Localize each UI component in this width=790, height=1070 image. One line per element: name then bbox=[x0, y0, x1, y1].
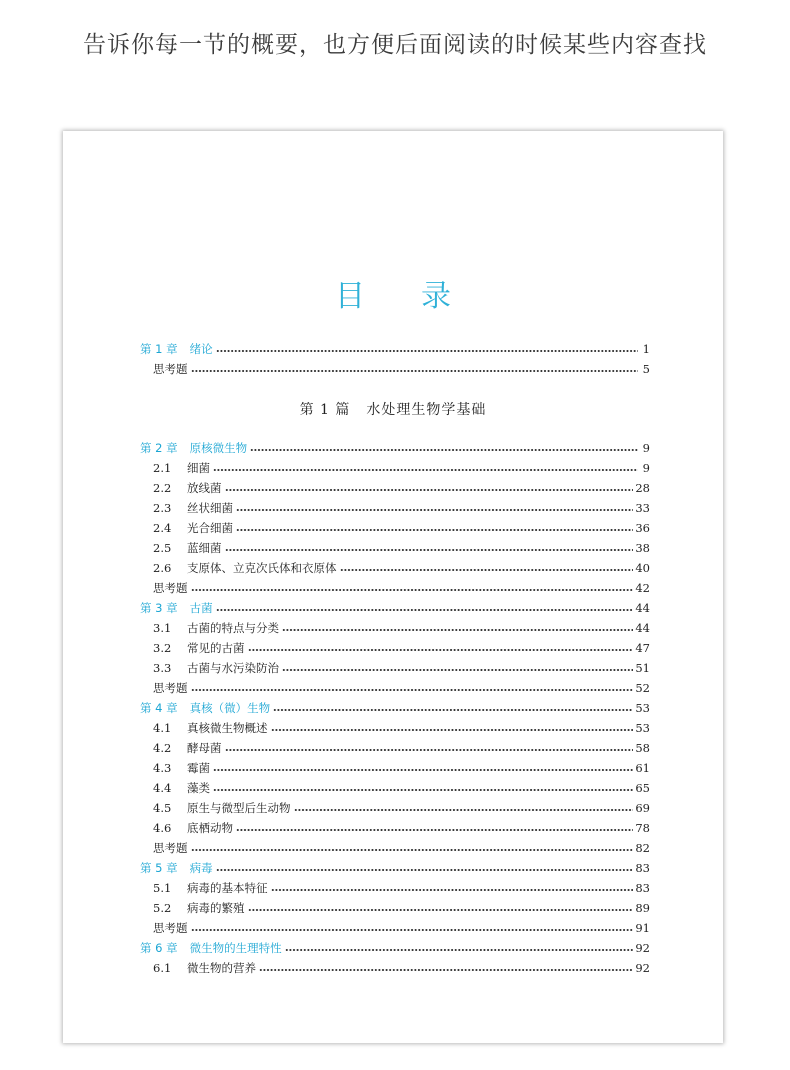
toc-chapter-row[interactable] bbox=[140, 598, 650, 618]
toc-page-number: 38 bbox=[635, 541, 650, 555]
toc-entry-label bbox=[140, 938, 282, 958]
toc-entry-number: 2.3 bbox=[153, 501, 172, 515]
toc-page-number: 53 bbox=[635, 701, 650, 715]
toc-leader-dots bbox=[216, 598, 634, 618]
part-heading-title: 水处理生物学基础 bbox=[366, 402, 487, 418]
toc-section-row[interactable] bbox=[153, 518, 650, 538]
toc-page-number: 40 bbox=[635, 561, 650, 575]
toc-section-row[interactable] bbox=[153, 558, 650, 578]
toc-entry-label bbox=[153, 359, 188, 379]
toc-title-left: 目 bbox=[335, 279, 365, 314]
toc-entry-label bbox=[153, 678, 188, 698]
toc-chapter-row[interactable] bbox=[140, 698, 650, 718]
toc-page-number: 28 bbox=[635, 481, 650, 495]
toc-leader-dots bbox=[340, 558, 634, 578]
toc-entry-title: 支原体、立克次氏体和衣原体 bbox=[187, 561, 337, 575]
toc-entry-label bbox=[153, 918, 188, 938]
toc-entry-title: 病毒的繁殖 bbox=[187, 901, 245, 915]
toc-entry-number: 2.5 bbox=[153, 541, 172, 555]
toc-section-row[interactable] bbox=[153, 738, 650, 758]
toc-leader-dots bbox=[225, 538, 634, 558]
toc-leader-dots bbox=[282, 658, 633, 678]
toc-section-row[interactable] bbox=[153, 538, 650, 558]
toc-page-number: 51 bbox=[635, 661, 650, 675]
toc-entry-title: 原核微生物 bbox=[189, 441, 248, 455]
toc-entry-title: 真核（微）生物 bbox=[189, 701, 271, 715]
toc-leader-dots bbox=[213, 458, 638, 478]
toc-entry-title: 丝状细菌 bbox=[187, 501, 233, 515]
toc-leader-dots bbox=[191, 918, 634, 938]
toc-entry-number: 5.2 bbox=[153, 901, 172, 915]
toc-entry-label bbox=[153, 958, 256, 978]
toc-questions-row[interactable] bbox=[153, 359, 650, 379]
toc-page-number: 5 bbox=[642, 362, 650, 376]
toc-leader-dots bbox=[236, 518, 633, 538]
toc-entry-title: 微生物的营养 bbox=[187, 961, 256, 975]
toc-leader-dots bbox=[259, 958, 633, 978]
toc-entry-title: 常见的古菌 bbox=[187, 641, 245, 655]
toc-entry-title: 霉菌 bbox=[187, 761, 210, 775]
toc-entry-number: 第 4 章 bbox=[140, 701, 178, 715]
toc-page-number: 91 bbox=[635, 921, 650, 935]
toc-section-row[interactable] bbox=[153, 478, 650, 498]
toc-entry-label bbox=[153, 658, 279, 678]
toc-entry-title: 思考题 bbox=[153, 841, 188, 855]
toc-entry-label bbox=[140, 858, 213, 878]
toc-leader-dots bbox=[250, 438, 638, 458]
toc-entry-title: 病毒 bbox=[189, 861, 213, 875]
toc-page-number: 53 bbox=[635, 721, 650, 735]
toc-entry-number: 第 5 章 bbox=[140, 861, 178, 875]
toc-chapter-row[interactable] bbox=[140, 858, 650, 878]
toc-entry-number: 6.1 bbox=[153, 961, 172, 975]
toc-questions-row[interactable] bbox=[153, 838, 650, 858]
toc-leader-dots bbox=[216, 339, 638, 359]
toc-leader-dots bbox=[236, 818, 633, 838]
toc-entry-number: 第 6 章 bbox=[140, 941, 178, 955]
part-heading-prefix: 第 1 篇 bbox=[299, 402, 351, 418]
toc-chapter-row[interactable] bbox=[140, 938, 650, 958]
toc-entry-title: 藻类 bbox=[187, 781, 210, 795]
toc-entry-label bbox=[140, 698, 270, 718]
toc-page-number: 78 bbox=[635, 821, 650, 835]
book-page bbox=[63, 131, 723, 1043]
toc-section-row[interactable] bbox=[153, 638, 650, 658]
toc-leader-dots bbox=[273, 698, 633, 718]
toc-entry-title: 古菌的特点与分类 bbox=[187, 621, 279, 635]
part-heading bbox=[63, 399, 723, 419]
toc-entry-number: 第 1 章 bbox=[140, 342, 178, 356]
toc-leader-dots bbox=[225, 738, 634, 758]
toc-leader-dots bbox=[213, 758, 633, 778]
toc-page-number: 69 bbox=[635, 801, 650, 815]
toc-entry-number: 4.2 bbox=[153, 741, 172, 755]
toc-entry-label bbox=[153, 798, 291, 818]
toc-entry-title: 放线菌 bbox=[187, 481, 222, 495]
toc-leader-dots bbox=[248, 898, 634, 918]
toc-entry-label bbox=[153, 758, 210, 778]
toc-entry-title: 古菌 bbox=[189, 601, 213, 615]
toc-entry-number: 4.3 bbox=[153, 761, 172, 775]
toc-section-row[interactable] bbox=[153, 498, 650, 518]
toc-section-row[interactable] bbox=[153, 958, 650, 978]
toc-page-number: 1 bbox=[642, 342, 650, 356]
toc-entry-number: 第 3 章 bbox=[140, 601, 178, 615]
toc-page-number: 9 bbox=[642, 441, 650, 455]
toc-entry-title: 思考题 bbox=[153, 362, 188, 376]
toc-entry-label bbox=[153, 718, 268, 738]
toc-page-number: 82 bbox=[635, 841, 650, 855]
toc-entry-label bbox=[153, 738, 222, 758]
toc-section-row[interactable] bbox=[153, 878, 650, 898]
toc-entry-label bbox=[153, 818, 233, 838]
toc-entry-label bbox=[153, 898, 245, 918]
toc-entry-title: 绪论 bbox=[189, 342, 213, 356]
toc-section-row[interactable] bbox=[153, 818, 650, 838]
toc-leader-dots bbox=[191, 838, 634, 858]
toc-entry-title: 酵母菌 bbox=[187, 741, 222, 755]
toc-section-row[interactable] bbox=[153, 758, 650, 778]
toc-entry-number: 4.6 bbox=[153, 821, 172, 835]
toc-entry-number: 5.1 bbox=[153, 881, 172, 895]
toc-page-number: 47 bbox=[635, 641, 650, 655]
toc-questions-row[interactable] bbox=[153, 578, 650, 598]
toc-page-number: 52 bbox=[635, 681, 650, 695]
toc-entry-title: 微生物的生理特性 bbox=[189, 941, 282, 955]
toc-entry-label bbox=[153, 498, 233, 518]
toc-section-row[interactable] bbox=[153, 618, 650, 638]
toc-section-row[interactable] bbox=[153, 778, 650, 798]
toc-page-number: 92 bbox=[635, 941, 650, 955]
toc-page-number: 9 bbox=[642, 461, 650, 475]
toc-entry-number: 3.1 bbox=[153, 621, 172, 635]
toc-entry-number: 3.3 bbox=[153, 661, 172, 675]
toc-page-number: 42 bbox=[635, 581, 650, 595]
toc-page-number: 44 bbox=[635, 621, 650, 635]
toc-page-number: 65 bbox=[635, 781, 650, 795]
toc-section-row[interactable] bbox=[153, 898, 650, 918]
toc-page-number: 44 bbox=[635, 601, 650, 615]
toc-entry-label bbox=[153, 478, 222, 498]
toc-page-number: 83 bbox=[635, 881, 650, 895]
toc-section-row[interactable] bbox=[153, 658, 650, 678]
toc-entry-number: 3.2 bbox=[153, 641, 172, 655]
toc-entry-title: 底栖动物 bbox=[187, 821, 233, 835]
toc-section-row[interactable] bbox=[153, 718, 650, 738]
banner-caption: 告诉你每一节的概要，也方便后面阅读的时候某些内容查找 bbox=[83, 32, 707, 58]
toc-page-number: 83 bbox=[635, 861, 650, 875]
toc-entry-number: 4.1 bbox=[153, 721, 172, 735]
toc-entry-label bbox=[140, 438, 247, 458]
toc-entry-title: 古菌与水污染防治 bbox=[187, 661, 279, 675]
toc-entry-title: 蓝细菌 bbox=[187, 541, 222, 555]
toc-entry-label bbox=[153, 618, 279, 638]
toc-entry-title: 思考题 bbox=[153, 681, 188, 695]
toc-leader-dots bbox=[191, 678, 634, 698]
toc-leader-dots bbox=[294, 798, 634, 818]
toc-page-number: 58 bbox=[635, 741, 650, 755]
toc-leader-dots bbox=[225, 478, 634, 498]
toc-entry-number: 2.1 bbox=[153, 461, 172, 475]
toc-section-row[interactable] bbox=[153, 798, 650, 818]
toc-entry-label bbox=[153, 538, 222, 558]
toc-questions-row[interactable] bbox=[153, 678, 650, 698]
toc-entry-number: 2.6 bbox=[153, 561, 172, 575]
toc-page-number: 61 bbox=[635, 761, 650, 775]
toc-leader-dots bbox=[271, 878, 634, 898]
toc-entry-label bbox=[153, 558, 337, 578]
toc-entry-title: 原生与微型后生动物 bbox=[187, 801, 291, 815]
toc-entry-title: 思考题 bbox=[153, 921, 188, 935]
toc-leader-dots bbox=[271, 718, 634, 738]
toc-leader-dots bbox=[285, 938, 634, 958]
toc-entry-number: 第 2 章 bbox=[140, 441, 178, 455]
toc-page-number: 92 bbox=[635, 961, 650, 975]
toc-questions-row[interactable] bbox=[153, 918, 650, 938]
toc-entry-title: 病毒的基本特征 bbox=[187, 881, 268, 895]
toc-entry-label bbox=[153, 778, 210, 798]
toc-entry-number: 2.4 bbox=[153, 521, 172, 535]
toc-entry-label bbox=[153, 638, 245, 658]
toc-entry-label bbox=[140, 598, 213, 618]
toc-entry-label bbox=[153, 878, 268, 898]
toc-entry-label bbox=[153, 518, 233, 538]
toc-entry-number: 4.4 bbox=[153, 781, 172, 795]
toc-chapter-row[interactable] bbox=[140, 339, 650, 359]
toc-entry-label bbox=[140, 339, 213, 359]
toc-entry-title: 思考题 bbox=[153, 581, 188, 595]
toc-leader-dots bbox=[191, 359, 639, 379]
toc-page-number: 33 bbox=[635, 501, 650, 515]
toc-entry-label bbox=[153, 838, 188, 858]
toc-entry-number: 4.5 bbox=[153, 801, 172, 815]
toc-title-right: 录 bbox=[421, 279, 451, 314]
toc-section-row[interactable] bbox=[153, 458, 650, 478]
toc-leader-dots bbox=[236, 498, 633, 518]
toc-entry-title: 真核微生物概述 bbox=[187, 721, 268, 735]
toc-page-number: 36 bbox=[635, 521, 650, 535]
toc-leader-dots bbox=[191, 578, 634, 598]
toc-entry-number: 2.2 bbox=[153, 481, 172, 495]
toc-entry-label bbox=[153, 458, 210, 478]
toc-leader-dots bbox=[248, 638, 634, 658]
toc-page-number: 89 bbox=[635, 901, 650, 915]
toc-entry-title: 光合细菌 bbox=[187, 521, 233, 535]
toc-entry-label bbox=[153, 578, 188, 598]
toc-entry-title: 细菌 bbox=[187, 461, 210, 475]
toc-leader-dots bbox=[213, 778, 633, 798]
toc-chapter-row[interactable] bbox=[140, 438, 650, 458]
toc-leader-dots bbox=[282, 618, 633, 638]
toc-leader-dots bbox=[216, 858, 634, 878]
toc-title bbox=[63, 271, 723, 315]
